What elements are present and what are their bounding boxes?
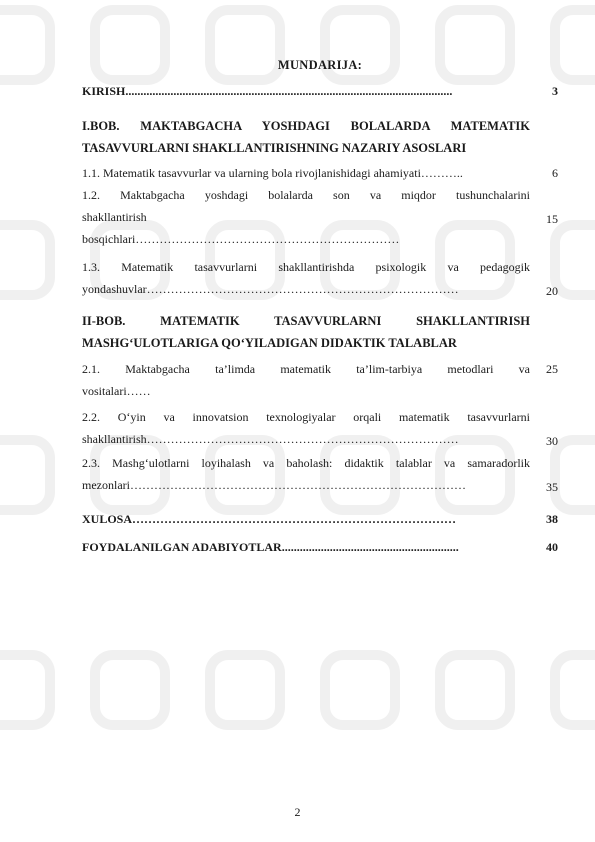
toc-entry-text: KIRISH.............................................................................................................: [82, 84, 453, 98]
toc-entry-text: XULOSA………………………………………………………………………: [82, 512, 457, 526]
toc-chapter-1[interactable]: [82, 115, 530, 159]
toc-page-number: 38: [546, 512, 558, 526]
toc-entry-2-2[interactable]: [82, 406, 558, 450]
toc-page-number: 15: [546, 212, 558, 226]
toc-entry-text-line-2: mezonlari…………………………………………………………………………: [82, 478, 466, 492]
toc-page-number: 30: [546, 434, 558, 448]
toc-page-number: 25: [546, 362, 558, 376]
toc-entry-text-line-1: 1.3. Matematik tasavvurlarni shakllantirishda psixologik va pedagogik: [82, 260, 530, 274]
toc-page-number: 3: [552, 84, 558, 98]
toc-entry-text-line-1: 2.1. Maktabgacha ta’limda matematik ta’lim-tarbiya metodlari va: [82, 362, 530, 376]
toc-entry-1-3[interactable]: [82, 256, 558, 300]
toc-entry-text-line-2: vositalari……: [82, 384, 151, 398]
chapter-1-line-2: TASAVVURLARNI SHAKLLANTIRISHNING NAZARIY ASOSLARI: [82, 141, 467, 155]
toc-title: MUNDARIJA:: [277, 58, 363, 72]
toc-page-number: 40: [546, 540, 558, 554]
page-number: 2: [294, 805, 301, 819]
toc-page-number: 20: [546, 284, 558, 298]
toc-entry-text-line-1: 2.3. Mashg‘ulotlarni loyihalash va baholash: didaktik talablar va samaradorlik: [82, 456, 530, 470]
toc-entry-text: FOYDALANILGAN ADABIYOTLAR...........................................................: [82, 540, 459, 554]
toc-entry-1-2[interactable]: [82, 184, 558, 250]
toc-entry-text: 1.1. Matematik tasavvurlar va ularning bola rivojlanishidagi ahamiyati………..: [82, 166, 463, 180]
toc-entry-text-line-2: shakllantirish……………………………………………………………………: [82, 432, 459, 446]
toc-entry-2-1[interactable]: [82, 358, 558, 402]
chapter-2-line-1: II-BOB. MATEMATIK TASAVVURLARNI SHAKLLANTIRISH: [82, 314, 530, 328]
toc-page-number: 6: [552, 166, 558, 180]
toc-entry-text-line-2: yondashuvlar……………………………………………………………………: [82, 282, 459, 296]
chapter-2-line-2: MASHG‘ULOTLARIGA QO‘YILADIGAN DIDAKTIK TALABLAR: [82, 336, 457, 350]
toc-entry-text-line-1: 2.2. O‘yin va innovatsion texnologiyalar orqali matematik tasavvurlarni: [82, 410, 530, 424]
chapter-1-line-1: I.BOB. MAKTABGACHA YOSHDAGI BOLALARDA MATEMATIK: [82, 119, 530, 133]
toc-entry-text-line-3: bosqichlari…………………………………………………………: [82, 232, 400, 246]
toc-entry-text-line-1: 1.2. Maktabgacha yoshdagi bolalarda son va miqdor tushunchalarini: [82, 188, 530, 202]
toc-chapter-2[interactable]: [82, 310, 530, 354]
toc-page-number: 35: [546, 480, 558, 494]
toc-entry-2-3[interactable]: [82, 452, 558, 496]
toc-entry-text-line-2: shakllantirish: [82, 210, 147, 224]
